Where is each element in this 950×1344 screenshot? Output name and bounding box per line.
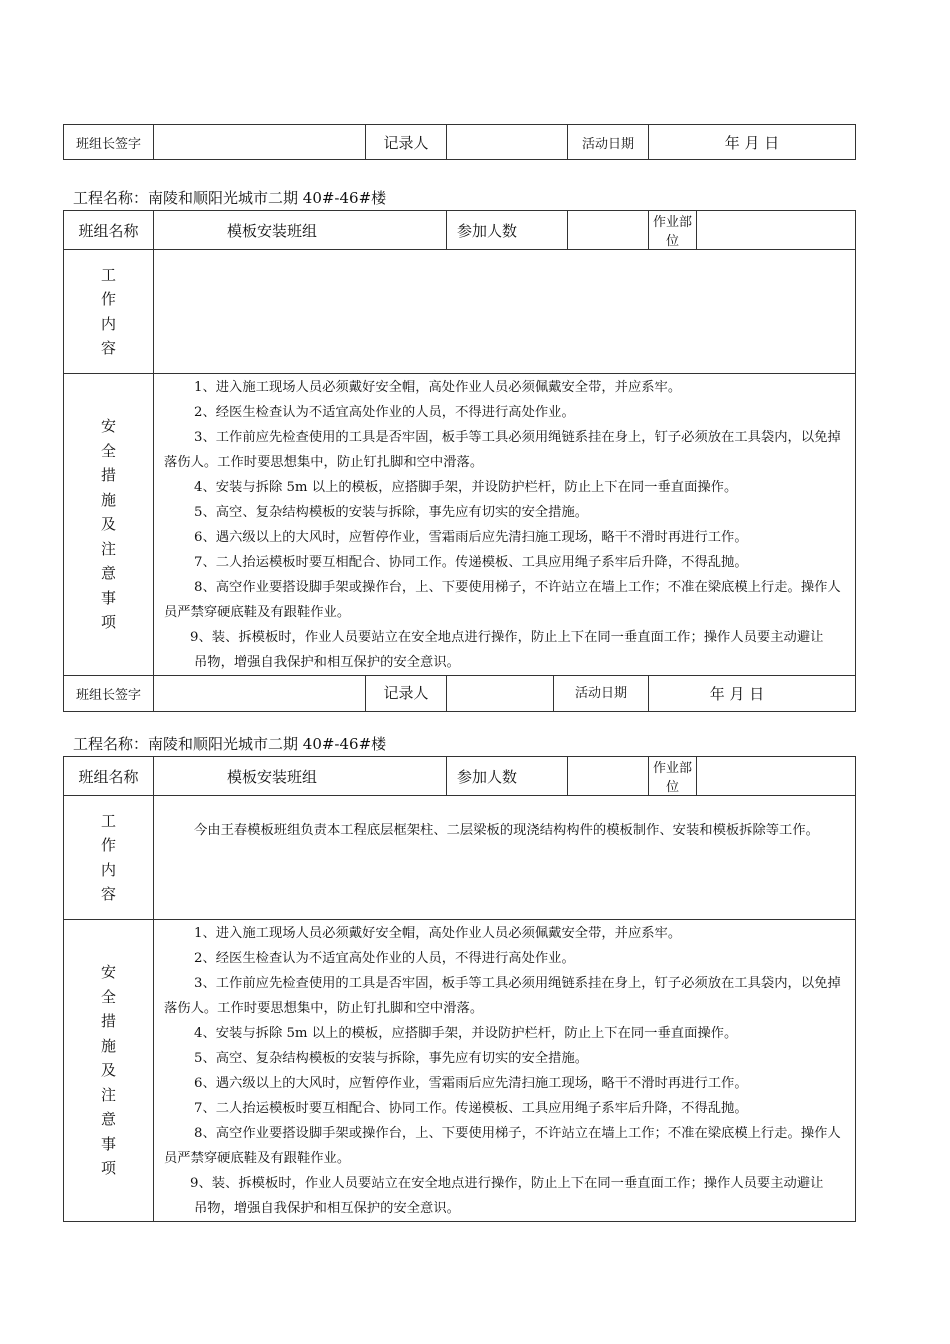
safety-item: 9、装、拆模板时，作业人员要站立在安全地点进行操作，防止上下在同一垂直面工作；操作人员要主动避让 <box>190 630 824 645</box>
safety-item: 6、遇六级以上的大风时，应暂停作业，雪霜雨后应先清扫施工现场，略干不滑时再进行工作。 <box>194 530 748 545</box>
team-name-value: 模板安装班组 <box>154 757 447 796</box>
top-sign-row-table <box>63 124 856 160</box>
safety-item: 4、安装与拆除 5m 以上的模板，应搭脚手架，并设防护栏杆，防止上下在同一垂直面操作。 <box>194 480 738 495</box>
safety-item: 吊物，增强自我保护和相互保护的安全意识。 <box>194 1201 460 1216</box>
leader-sign-field <box>154 676 366 711</box>
safety-item: 8、高空作业要搭设脚手架或操作台，上、下要使用梯子，不许站立在墙上工作；不准在梁底模上行走。操作人员严禁穿硬底鞋及有跟鞋作业。 <box>164 580 841 620</box>
team-name-label: 班组名称 <box>64 757 154 796</box>
work-area-label: 作业部位 <box>649 757 697 796</box>
safety-item: 4、安装与拆除 5m 以上的模板，应搭脚手架，并设防护栏杆，防止上下在同一垂直面操作。 <box>194 1026 738 1041</box>
safety-item: 1、进入施工现场人员必须戴好安全帽，高处作业人员必须佩戴安全带，并应系牢。 <box>194 926 682 941</box>
work-content-field <box>154 250 856 374</box>
work-area-field <box>697 211 856 250</box>
safety-item: 8、高空作业要搭设脚手架或操作台，上、下要使用梯子，不许站立在墙上工作；不准在梁底模上行走。操作人员严禁穿硬底鞋及有跟鞋作业。 <box>164 1126 841 1166</box>
work-content-text: 今由王春模板班组负责本工程底层框架柱、二层梁板的现浇结构构件的模板制作、安装和模板拆除等工作。 <box>154 796 856 920</box>
team-name-value: 模板安装班组 <box>154 211 447 250</box>
safety-record-table-1 <box>63 210 856 712</box>
project-name-1: 工程名称：南陵和顺阳光城市二期 40#-46#楼 <box>73 189 387 207</box>
sign-recorder-cell <box>154 676 447 712</box>
work-content-label: 工 作 内 容 <box>64 796 154 920</box>
safety-item: 1、进入施工现场人员必须戴好安全帽，高处作业人员必须佩戴安全带，并应系牢。 <box>194 380 682 395</box>
safety-item: 6、遇六级以上的大风时，应暂停作业，雪霜雨后应先清扫施工现场，略干不滑时再进行工作。 <box>194 1076 748 1091</box>
recorder-label: 记录人 <box>383 684 429 702</box>
safety-item: 7、二人抬运模板时要互相配合、协同工作。传递模板、工具应用绳子系牢后升降，不得乱抛。 <box>194 555 748 570</box>
safety-item: 9、装、拆模板时，作业人员要站立在安全地点进行操作，防止上下在同一垂直面工作；操作人员要主动避让 <box>190 1176 824 1191</box>
participants-field <box>568 757 649 796</box>
leader-sign-label: 班组长签字 <box>64 676 154 712</box>
work-area-label: 作业部位 <box>649 211 697 250</box>
safety-record-table-2 <box>63 756 856 1222</box>
participants-label: 参加人数 <box>447 211 568 250</box>
safety-item: 吊物，增强自我保护和相互保护的安全意识。 <box>194 655 460 670</box>
safety-measures-label: 安 全 措 施 及 注 意 事 项 <box>64 920 154 1222</box>
activity-date-value: 年 月 日 <box>649 125 856 160</box>
safety-item: 3、工作前应先检查使用的工具是否牢固，板手等工具必须用绳链系挂在身上，钉子必须放在工具袋内，以免掉落伤人。工作时要思想集中，防止钉扎脚和空中滑落。 <box>164 976 841 1016</box>
safety-measures-text <box>154 920 856 1222</box>
safety-item: 2、经医生检查认为不适宜高处作业的人员，不得进行高处作业。 <box>194 951 575 966</box>
activity-date-label: 活动日期 <box>568 125 649 160</box>
safety-item: 5、高空、复杂结构模板的安装与拆除，事先应有切实的安全措施。 <box>194 1051 589 1066</box>
activity-date-value: 年 月 日 <box>649 676 856 712</box>
safety-measures-text <box>154 374 856 676</box>
safety-item: 3、工作前应先检查使用的工具是否牢固，板手等工具必须用绳链系挂在身上，钉子必须放在工具袋内，以免掉落伤人。工作时要思想集中，防止钉扎脚和空中滑落。 <box>164 430 841 470</box>
safety-item: 7、二人抬运模板时要互相配合、协同工作。传递模板、工具应用绳子系牢后升降，不得乱抛。 <box>194 1101 748 1116</box>
recorder-date-cell <box>447 676 649 712</box>
leader-sign-field <box>154 125 366 160</box>
recorder-field <box>447 676 554 711</box>
leader-sign-label: 班组长签字 <box>64 125 154 160</box>
participants-label: 参加人数 <box>447 757 568 796</box>
safety-item: 5、高空、复杂结构模板的安装与拆除，事先应有切实的安全措施。 <box>194 505 589 520</box>
safety-measures-label: 安 全 措 施 及 注 意 事 项 <box>64 374 154 676</box>
participants-field <box>568 211 649 250</box>
work-content-label: 工 作 内 容 <box>64 250 154 374</box>
safety-item: 2、经医生检查认为不适宜高处作业的人员，不得进行高处作业。 <box>194 405 575 420</box>
recorder-label: 记录人 <box>366 125 447 160</box>
activity-date-label: 活动日期 <box>575 686 628 701</box>
recorder-field <box>447 125 568 160</box>
work-area-field <box>697 757 856 796</box>
project-name-2: 工程名称：南陵和顺阳光城市二期 40#-46#楼 <box>73 735 387 753</box>
team-name-label: 班组名称 <box>64 211 154 250</box>
